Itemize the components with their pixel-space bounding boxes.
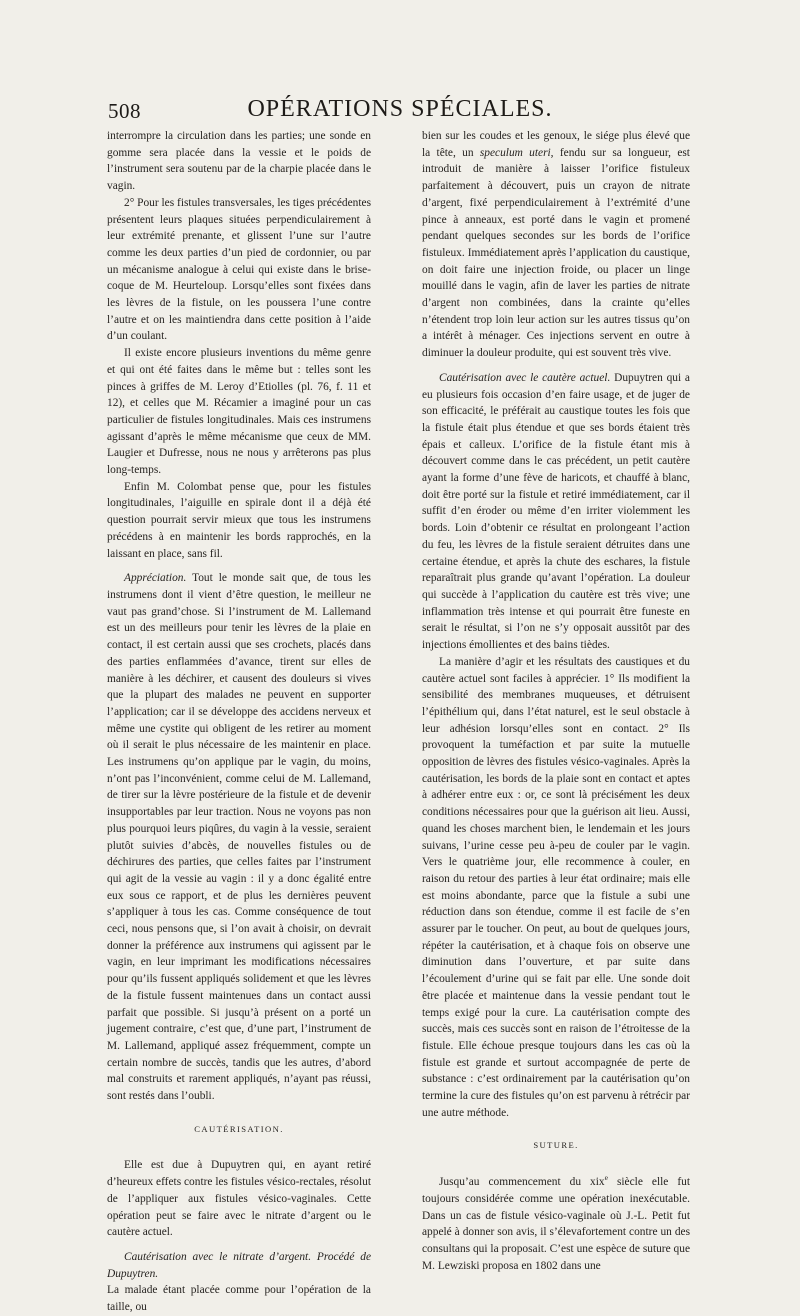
- century-numeral: xix: [590, 1176, 605, 1189]
- running-title: OPÉRATIONS SPÉCIALES.: [247, 96, 553, 122]
- paragraph: 2° Pour les fistules transversales, les tiges précédentes présentent leurs plaques situées perpendiculairement à leur extrémité prenante, et glissent l’une sur l’autre comme les deux parties d’un pied de cordonnier, ou par un mécanisme analogue à celui qui existe dans le brise-coque de M. Heurteloup. Lorsqu’elles sont fixées dans les lèvres de la fistule, on les poussera l’une contre l’autre et on les maintiendra dans cette position à l’aide d’un coulant.: [107, 196, 371, 343]
- paragraph: interrompre la circulation dans les parties; une sonde en gomme sera placée dans la vessie et le poids de l’instrument sera soutenu par de la charpie placée dans le vagin.: [107, 130, 371, 193]
- paragraph-text: Jusqu’au commencement du: [439, 1176, 582, 1189]
- paragraph: [422, 128, 690, 362]
- paragraph: Elle est due à Dupuytren qui, en ayant retiré d’heureux effets contre les fistules vésico-rectales, résolut de l’appliquer aux fistules vésico-vaginales. Cette opération peut se faire avec le nitrate d’argent ou le cautère actuel.: [107, 1159, 371, 1239]
- right-column: [422, 128, 690, 1274]
- paragraph: [107, 570, 371, 1105]
- page-number: 508: [108, 99, 141, 123]
- paragraph-lead-italic: Appréciation.: [124, 572, 187, 585]
- paragraph: La manière d’agir et les résultats des caustiques et du cautère actuel sont faciles à apprécier. 1° Ils modifient la sensibilité des membranes muqueuses, et détruisent l’épithélium qui, dans l’état naturel, est le seul obstacle à leur adhésion lorsqu’elles sont en contact. 2° Ils provoquent la tuméfaction et par suite la mutuelle opposition de lèvres des fistules vésico-vaginales. Après la cautérisation, les bords de la plaie sont en contact et aptes à adhérer entre eux : or, ce sont là précisément les deux conditions nécessaires pour que la guérison ait lieu. Aussi, quand les choses marchent bien, le lendemain et les jours suivans, l’urine cesse peu à-peu de couler par le vagin. Vers le quatrième jour, elle recommence à couler, en raison du retour des parties à leur état ordinaire; mais elle est moins abondante, parce que la fistule a subi une réduction dans son étendue, comme il est facile de s’en assurer par le toucher. On peut, au bout de quelques jours, répéter la cautérisation, et à chaque fois on observe une diminution dans l’ouverture, et par suite dans l’écoulement d’urine qui se fait par elle. Une sonde doit être placée et maintenue dans la vessie pendant tout le temps exigé pour la cure. La cautérisation compte des succès, mais ces succès sont en raison de l’étroitesse de la fistule. Elle échoue presque toujours dans les cas où la fistule est grande et surtout accompagnée de perte de substance : c’est ordinairement par la cautérisation qu’on termine la cure des fistules qu’on est parvenu à rétrécir par une autre méthode.: [422, 655, 690, 1119]
- paragraph: Il existe encore plusieurs inventions du même genre et qui ont été faites dans le même but : telles sont les pinces à griffes de M. Leroy d’Etiolles (pl. 76, f. 11 et 12), et celles que M. Récamier a imaginé pour un cas particulier de fistules longitudinales. Mais ces instrumens agissant d’après le même mécanisme que ceux de MM. Laugier et Dufresse, nous ne nous y arrêterons pas plus long-temps.: [107, 347, 371, 477]
- paragraph: La malade étant placée comme pour l’opération de la taille, ou: [107, 1284, 371, 1314]
- paragraph-text: siècle elle fut toujours considérée comme une opération inexécutable. Dans un cas de fistule vésico-vaginale où J.-L. Petit fut appelé à donner son avis, il s’élevafortement contre un des consultans qui la proposait. C’est une espèce de suture que M. Lewziski proposa en 1802 dans une: [422, 1176, 690, 1272]
- left-column: [107, 128, 371, 1316]
- paragraph: [422, 1174, 690, 1274]
- section-heading: SUTURE.: [533, 1140, 579, 1151]
- paragraph-text: bien sur les coudes et les genoux, le siége plus élevé que la tête, un: [422, 130, 690, 159]
- paragraph-text: Dupuytren qui a eu plusieurs fois occasion d’en faire usage, et de juger de son efficacité, le préférait au caustique toutes les fois que la fistule était plus étendue et que ses bords étaient très épais et calleux. L’orifice de la fistule étant mis à découvert comme dans le cas précédent, un petit cautère ayant la forme d’une fève de haricots, et chauffé à blanc, doit être porté sur la fistule et retiré immédiatement, car il suffit d’en éroder ou même d’en irriter violemment les bords. Loin d’obtenir ce résultat en prolongeant l’action du feu, les lèvres de la fistule seraient détruites dans une certaine étendue, et après la chute des eschares, la fistule reparaîtrait plus grande qu’avant l’opération. La douleur qui succède à l’application du cautère est très vive; une inflammation très intense et qui pourrait être funeste en serait le résultat, si l’on ne s’y opposait aussitôt par des injections émollientes et des bains tièdes.: [422, 371, 690, 652]
- paragraph-lead-italic: Cautérisation avec le nitrate d’argent. Procédé de Dupuytren.: [107, 1251, 371, 1280]
- paragraph-text: Tout le monde sait que, de tous les instrumens dont il vient d’être question, le meilleur ne vaut pas grand’chose. Si l’instrument de M. Lallemand est un des meilleurs pour tenir les lèvres de la plaie en contact, il est certain aussi que ses crochets, placés dans des parties enflammées d’avance, tirent sur elles de manière à les déchirer, et causent des douleurs si vives que la plupart des malades ne peuvent en supporter l’application; car il se développe des accidens nerveux et même une cystite qui obligent de les retirer au moment où il serait le plus nécessaire de les maintenir en place. Les instrumens qu’on applique par le vagin, du moins, n’ont pas l’inconvénient, comme celui de M. Lallemand, de tirer sur la lèvre postérieure de la fistule et de devenir insupportables par leur traction. Nous ne voyons pas non plus pourquoi leurs piqûres, du vagin à la vessie, seraient plutôt suivies d’abcès, de nouvelles fistules ou de déchirures des parties, que celles faites par l’instrument qui agit de la vessie au vagin : il y a donc égalité entre eux sous ce rapport, et de plus les dernières peuvent s’appliquer à tous les cas. Comme conséquence de tout ceci, nous pensons que, si l’on avait à choisir, on devrait donner la préférence aux instrumens qui agissent par le vagin, en leur imprimant les modifications nécessaires pour qu’ils fussent appliqués solidement et que les lèvres de la fistule fussent maintenues dans un contact aussi parfait que possible. Si jusqu’à présent on a porté un jugement contraire, c’est que, d’une part, l’instrument de M. Lallemand, appliqué assez fréquemment, compte un certain nombre de succès, tandis que les autres, d’abord mal construits et rarement appliqués, n’ayant pas réussi, sont restés dans l’oubli.: [107, 572, 371, 1103]
- paragraph: Enfin M. Colombat pense que, pour les fistules longitudinales, l’aiguille en spirale dont il a déjà été question pourrait servir mieux que tous les instrumens précédens à en maintenir les bords rapprochés, en la laissant en place, sans fil.: [107, 480, 371, 560]
- paragraph-text: fendu sur sa longueur, est introduit de manière à laisser l’orifice fistuleux parfaitement à découvert, puis un crayon de nitrate d’argent, fixé perpendiculairement à l’extrémité d’une pince à anneaux, est porté dans le vagin et promené pendant quelques secondes sur les bords de l’orifice fistuleux. Immédiatement après l’application du caustique, on doit faire une injection froide, ou placer un linge mouillé dans le vagin, afin de laver les parties de nitrate d’argent non combinées, dans la crainte qu’elles n’étendent trop loin leur action sur les autres tissus qu’on a intérêt à ménager. Ces injections servent en outre à diminuer la douleur produite, qui est souvent très vive.: [422, 146, 690, 360]
- paragraph: [422, 370, 690, 654]
- paragraph: [107, 1249, 371, 1282]
- italic-term: speculum uteri,: [479, 146, 554, 159]
- century-superscript: e: [604, 1173, 608, 1183]
- paragraph-lead-italic: Cautérisation avec le cautère actuel.: [439, 371, 611, 384]
- section-heading: CAUTÉRISATION.: [194, 1123, 284, 1134]
